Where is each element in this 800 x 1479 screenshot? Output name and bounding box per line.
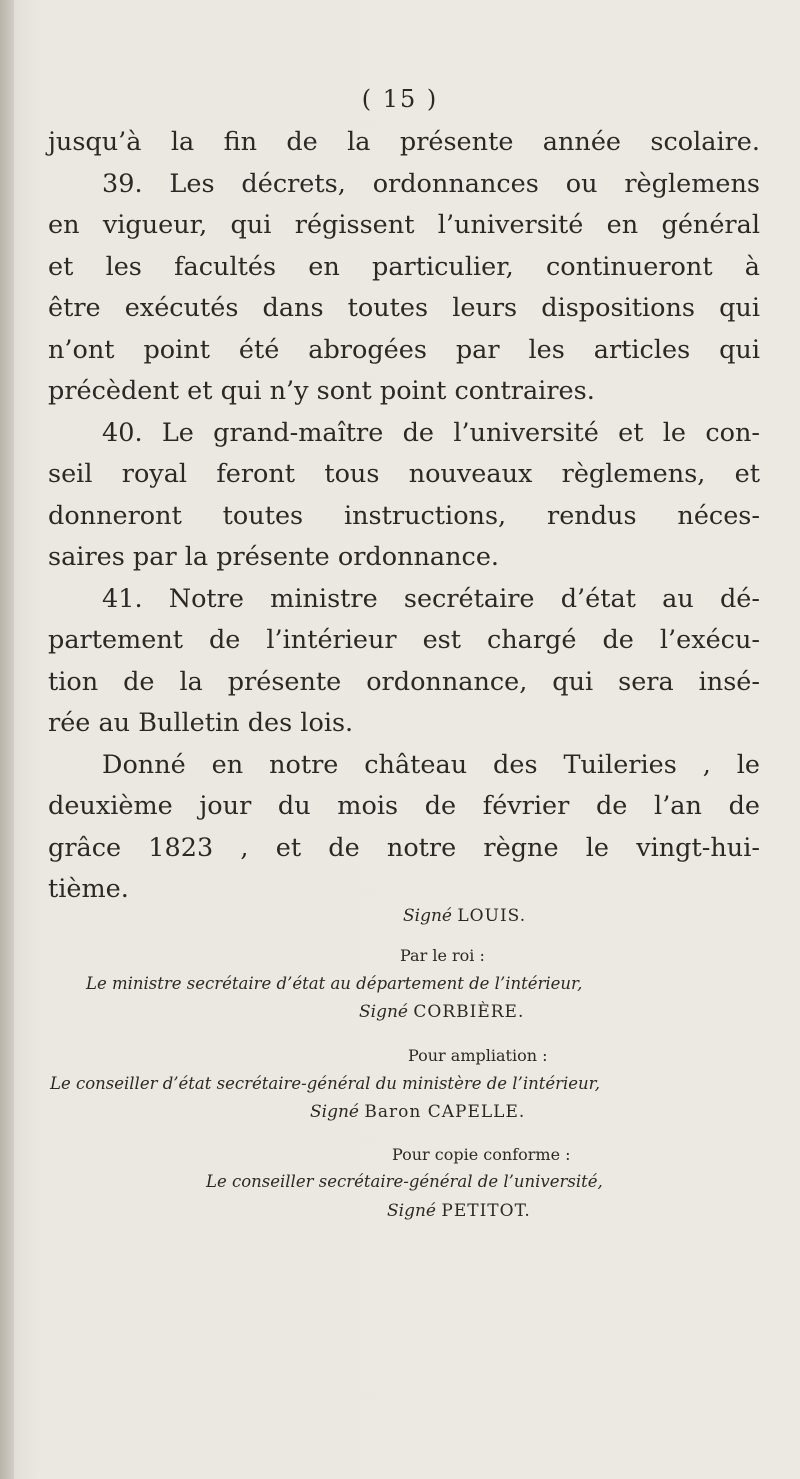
minister-signature: Signé CORBIÈRE. [359, 1002, 525, 1022]
text-line: en vigueur, qui régissent l’université en général [48, 210, 760, 240]
councillor-signature: Signé Baron CAPELLE. [310, 1102, 526, 1122]
text-line: grâce 1823 , et de notre règne le vingt-hui- [48, 832, 760, 863]
page-number: ( 15 ) [361, 85, 439, 113]
minister-title: Le ministre secrétaire d’état au département de l’intérieur, [86, 974, 583, 993]
copie-conforme: Pour copie conforme : [392, 1145, 571, 1164]
text-line: rée au Bulletin des lois. [48, 708, 354, 738]
text-line: être exécutés dans toutes leurs dispositions qui [48, 293, 760, 323]
text-line: tième. [48, 874, 129, 904]
page-binding-edge [0, 0, 14, 1479]
par-le-roi: Par le roi : [400, 946, 485, 965]
councillor-title: Le conseiller d’état secrétaire-général du ministère de l’intérieur, [50, 1074, 600, 1093]
article-39-start: 39. Les décrets, ordonnances ou règlemens [102, 168, 760, 199]
text-line: deuxième jour du mois de février de l’an de [48, 791, 760, 821]
text-line: partement de l’intérieur est chargé de l’exécu- [48, 625, 760, 655]
text-line: donneront toutes instructions, rendus néces- [48, 500, 760, 531]
article-41-start: 41. Notre ministre secrétaire d’état au dé- [102, 583, 760, 614]
article-40-start: 40. Le grand-maître de l’université et le con- [102, 417, 760, 448]
text-line: saires par la présente ordonnance. [48, 542, 500, 572]
text-line: jusqu’à la fin de la présente année scolaire. [48, 127, 760, 157]
text-line: seil royal feront tous nouveaux règlemens, et [48, 459, 760, 489]
body-text [48, 122, 760, 911]
given-at-start: Donné en notre château des Tuileries , le [102, 749, 760, 780]
univ-signature: Signé PETITOT. [387, 1201, 531, 1221]
text-line: et les facultés en particulier, continueront à [48, 251, 760, 282]
univ-title: Le conseiller secrétaire-général de l’université, [206, 1172, 603, 1191]
ampliation: Pour ampliation : [408, 1046, 548, 1065]
text-line: n’ont point été abrogées par les articles qui [48, 334, 760, 365]
king-signature: Signé LOUIS. [403, 906, 527, 926]
text-line: tion de la présente ordonnance, qui sera insé- [48, 666, 760, 697]
text-line: précèdent et qui n’y sont point contraires. [48, 376, 595, 406]
